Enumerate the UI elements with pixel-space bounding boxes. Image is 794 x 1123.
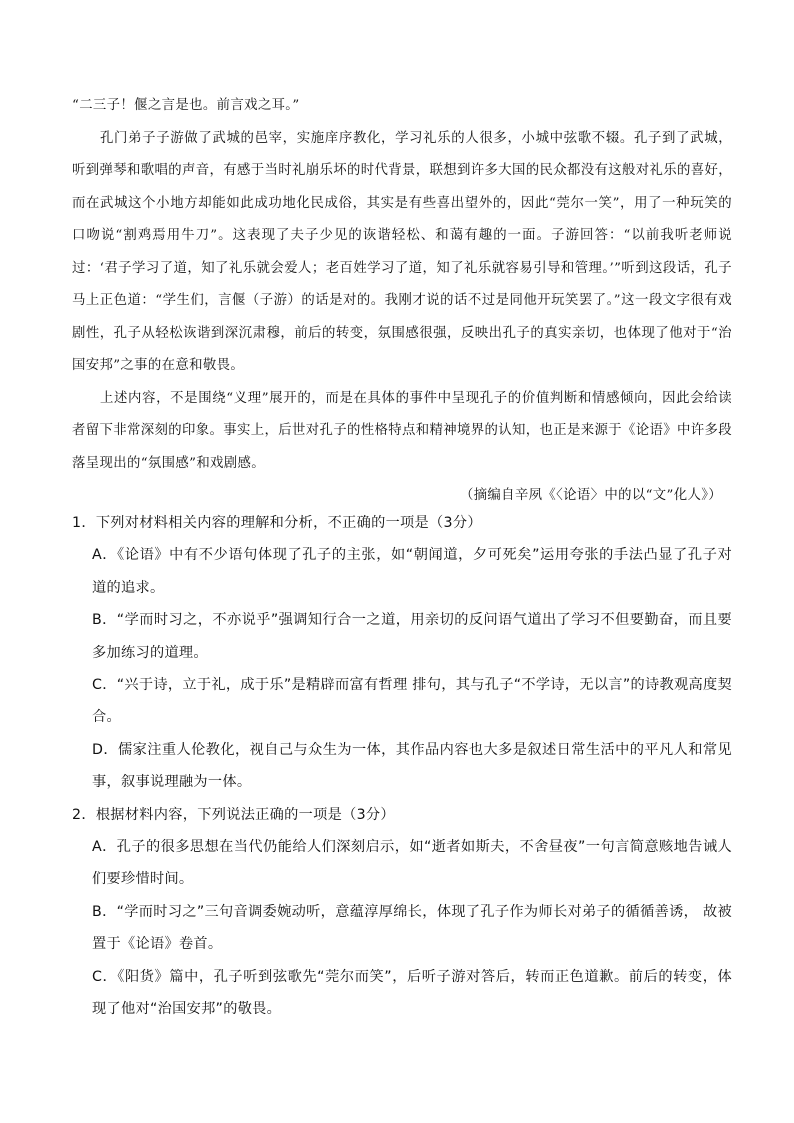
- question-list: [72, 507, 732, 1026]
- question-option: C．《阳货》篇中，孔子听到弦歌先“莞尔而笑”，后听子游对答后，转而正色道歉。前后的转变，体现了他对“治国安邦”的敬畏。: [92, 968, 732, 1018]
- passage-source-citation: （摘编自辛夙《〈论语〉中的以“文”化人》）: [459, 488, 722, 503]
- question-option: C．“兴于诗，立于礼，成于乐”是精辟而富有哲理 排句，其与孔子“不学诗，无以言”的诗教观高度契合。: [92, 677, 732, 726]
- passage-quote-line: “二三子！偃之言是也。前言戏之耳。”: [72, 98, 300, 113]
- question-item: [72, 507, 732, 799]
- passage-paragraph: 上述内容，不是围绕“义理”展开的，而是在具体的事件中呈现孔子的价值判断和情感倾向，因此会给读者留下非常深刻的印象。事实上，后世对孔子的性格特点和精神境界的认知，也正是来源于《论语》中许多段落呈现出的“氛围感”和戏剧感。: [72, 390, 732, 471]
- question-option: B．“学而时习之，不亦说乎”强调知行合一之道，用亲切的反问语气道出了学习不但要勤奋，而且要多加练习的道理。: [92, 612, 732, 661]
- reading-passage: [72, 90, 732, 513]
- question-item: [72, 799, 732, 1026]
- question-option: B．“学而时习之”三句音调委婉动听，意蕴淳厚绵长，体现了孔子作为师长对弟子的循循善诱， 故被置于《论语》卷首。: [92, 903, 732, 953]
- passage-paragraph: 孔门弟子子游做了武城的邑宰，实施庠序教化，学习礼乐的人很多，小城中弦歌不辍。孔子到了武城，听到弹琴和歌唱的声音，有感于当时礼崩乐坏的时代背景，联想到许多大国的民众都没有这般对礼乐的喜好，而在武城这个小地方却能如此成功地化民成俗，其实是有些喜出望外的，因此“莞尔一笑”，用了一种玩笑的口吻说“割鸡焉用牛刀”。这表现了夫子少见的诙谐轻松、和蔼有趣的一面。子游回答：“以前我听老师说过：‘君子学习了道，知了礼乐就会爱人；老百姓学习了道，知了礼乐就容易引导和管理。’”听到这段话，孔子马上正色道：“学生们，言偃（子游）的话是对的。我刚才说的话不过是同他开玩笑罢了。”这一段文字很有戏剧性，孔子从轻松诙谐到深沉肃穆，前后的转变，氛围感很强，反映出孔子的真实亲切，也体现了他对于“治国安邦”之事的在意和敬畏。: [72, 130, 732, 373]
- question-stem: 1．下列对材料相关内容的理解和分析，不正确的一项是（3分）: [72, 515, 482, 531]
- question-option: A．孔子的很多思想在当代仍能给人们深刻启示，如“逝者如斯夫，不舍昼夜”一句言简意赅地告诫人们要珍惜时间。: [92, 839, 732, 888]
- question-stem: 2．根据材料内容，下列说法正确的一项是（3分）: [72, 806, 395, 823]
- question-option: A．《论语》中有不少语句体现了孔子的主张，如“朝闻道，夕可死矣”运用夸张的手法凸显了孔子对道的追求。: [92, 547, 732, 596]
- question-option: D．儒家注重人伦教化，视自己与众生为一体，其作品内容也大多是叙述日常生活中的平凡人和常见事，叙事说理融为一体。: [92, 741, 732, 791]
